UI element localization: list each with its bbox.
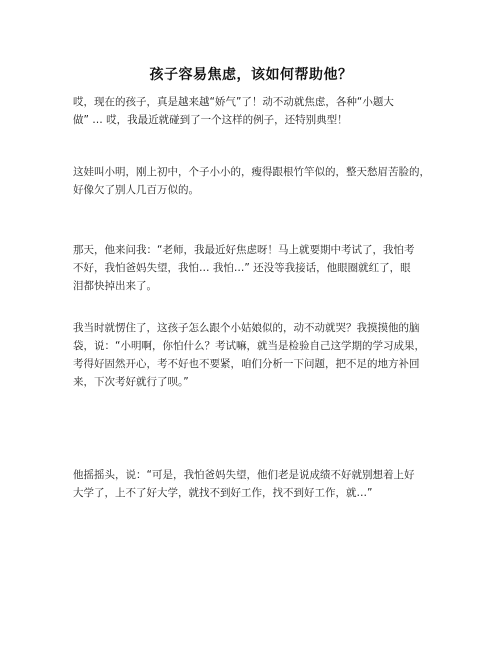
paragraph-line: 那天，他来问我：“老师，我最近好焦虑呀！马上就要期中考试了，我怕考	[73, 244, 415, 256]
document-title: 孩子容易焦虑，该如何帮助他？	[149, 67, 353, 83]
paragraph-line: 做” … 哎，我最近就碰到了一个这样的例子，还特别典型！	[73, 114, 348, 126]
paragraph-4	[73, 319, 443, 391]
paragraph-line: 考得好固然开心，考不好也不要紧，咱们分析一下问题，把不足的地方补回	[73, 358, 420, 370]
paragraph-2	[73, 163, 443, 199]
paragraph-line: 这娃叫小明，刚上初中，个子小小的，瘦得跟根竹竿似的，整天愁眉苦脸的，	[73, 166, 430, 178]
paragraph-line: 我当时就愣住了，这孩子怎么跟个小姑娘似的，动不动就哭？我摸摸他的脑	[73, 322, 420, 334]
paragraph-3	[73, 241, 443, 295]
paragraph-line: 泪都快掉出来了。	[73, 280, 157, 292]
paragraph-line: 哎，现在的孩子，真是越来越“娇气”了！动不动就焦虑，各种“小题大	[73, 96, 394, 108]
paragraph-line: 来，下次考好就行了呗。”	[73, 376, 189, 388]
paragraph-line: 好像欠了别人几百万似的。	[73, 184, 199, 196]
paragraph-line: 不好，我怕爸妈失望，我怕… 我怕…” 还没等我接话，他眼圈就红了，眼	[73, 262, 411, 274]
paragraph-line: 袋，说：“小明啊，你怕什么？考试嘛，就当是检验自己这学期的学习成果，	[73, 340, 425, 352]
paragraph-5	[73, 466, 443, 502]
paragraph-line: 大学了，上不了好大学，就找不到好工作，找不到好工作，就…”	[73, 487, 373, 499]
paragraph-line: 他摇摇头，说：“可是，我怕爸妈失望，他们老是说成绩不好就别想着上好	[73, 469, 415, 481]
paragraph-1	[73, 93, 443, 129]
